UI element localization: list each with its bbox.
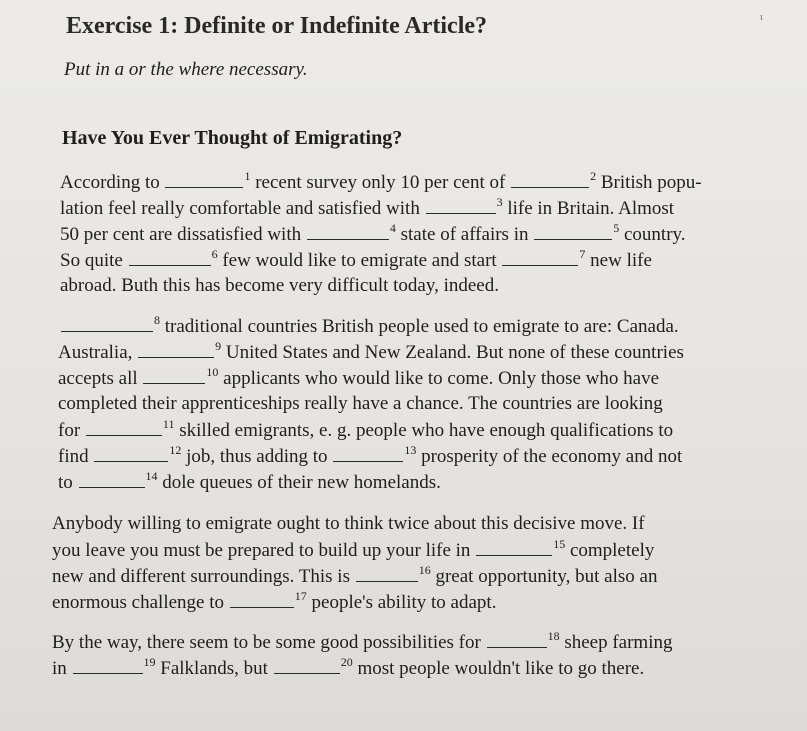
blank-13[interactable] [333,446,403,462]
blank-number: 19 [143,654,156,669]
blank-1[interactable] [165,172,243,188]
text-segment: completely [565,540,655,561]
text-line-12 [58,468,441,493]
text-line-10 [58,416,674,441]
text-line-2 [60,194,675,219]
corner-mark: ι [760,12,763,23]
text-segment: you leave you must be prepared to build up your life in [52,540,471,561]
text-segment: most people wouldn't like to go there. [352,658,645,679]
text-segment: Anybody willing to emigrate ought to think twice about this decisive move. If [52,513,645,534]
text-segment: prosperity of the economy and not [416,446,683,467]
blank-number: 3 [496,194,503,209]
text-line-4 [60,246,652,271]
text-line-14 [52,536,655,561]
blank-number: 15 [553,536,566,551]
text-segment: to [58,472,73,493]
text-segment: accepts all [58,368,138,389]
text-line-15 [52,562,658,587]
blank-12[interactable] [94,446,168,462]
text-segment: new life [585,250,652,271]
text-segment: for [58,420,81,441]
blank-20[interactable] [274,658,340,674]
blank-number: 20 [340,654,353,669]
text-segment: new and different surroundings. This is [52,566,350,587]
blank-18[interactable] [487,632,547,648]
blank-number: 18 [547,628,560,643]
text-segment: find [58,446,89,467]
text-segment: By the way, there seem to be some good possibilities for [52,632,481,653]
blank-3[interactable] [426,198,496,214]
blank-9[interactable] [138,342,214,358]
blank-number: 7 [579,246,586,261]
text-segment: job, thus adding to [181,446,328,467]
blank-number: 10 [206,364,219,379]
text-segment: So quite [60,250,123,271]
text-line-3 [60,220,686,245]
text-line-13 [52,514,645,533]
text-line-17 [52,628,673,653]
text-segment: traditional countries British people used to emigrate to are: Canada. [160,316,679,337]
text-segment: Falklands, but [155,658,268,679]
text-segment: British popu- [596,172,702,193]
blank-5[interactable] [534,224,612,240]
text-line-16 [52,588,497,613]
text-segment: Australia, [58,342,133,363]
text-segment: sheep farming [559,632,673,653]
blank-2[interactable] [511,172,589,188]
text-line-6 [60,312,679,337]
blank-number: 14 [145,468,158,483]
blank-number: 13 [404,442,417,457]
text-line-7 [58,338,684,363]
text-segment: people's ability to adapt. [306,592,497,613]
blank-7[interactable] [502,250,578,266]
blank-number: 16 [418,562,431,577]
text-segment: state of affairs in [395,224,529,245]
blank-8[interactable] [61,316,153,332]
text-segment: skilled emigrants, e. g. people who have enough qualifications to [174,420,674,441]
text-subtitle: Have You Ever Thought of Emigrating? [62,127,403,149]
blank-10[interactable] [143,368,205,384]
text-segment: According to [60,172,160,193]
text-segment: United States and New Zealand. But none of these countries [221,342,684,363]
blank-number: 11 [162,416,175,431]
text-segment: recent survey only 10 per cent of [250,172,506,193]
text-segment: completed their apprenticeships really have a chance. The countries are looking [58,393,663,414]
text-segment: dole queues of their new homelands. [157,472,441,493]
text-line-5 [60,276,499,295]
blank-11[interactable] [86,420,162,436]
blank-number: 5 [613,220,620,235]
blank-17[interactable] [230,592,294,608]
text-segment: great opportunity, but also an [430,566,658,587]
blank-number: 2 [590,168,597,183]
blank-number: 9 [215,338,222,353]
text-line-8 [58,364,660,389]
blank-6[interactable] [129,250,211,266]
blank-4[interactable] [307,224,389,240]
blank-number: 1 [244,168,251,183]
text-line-11 [58,442,683,467]
text-line-1 [60,168,702,193]
blank-number: 8 [154,312,160,327]
blank-19[interactable] [73,658,143,674]
blank-number: 4 [389,220,396,235]
text-segment: few would like to emigrate and start [217,250,497,271]
text-segment: applicants who would like to come. Only those who have [218,368,660,389]
blank-14[interactable] [79,472,145,488]
text-segment: in [52,658,67,679]
text-segment: abroad. Buth this has become very difficult today, indeed. [60,275,499,296]
blank-number: 12 [169,442,182,457]
exercise-instruction: Put in a or the where necessary. [64,59,308,80]
text-segment: lation feel really comfortable and satisfied with [60,198,420,219]
blank-number: 17 [294,588,307,603]
text-segment: 50 per cent are dissatisfied with [60,224,302,245]
blank-16[interactable] [356,566,418,582]
blank-15[interactable] [476,540,552,556]
text-line-18 [52,654,645,679]
text-segment: country. [619,224,686,245]
text-segment: enormous challenge to [52,592,225,613]
text-segment: life in Britain. Almost [502,198,675,219]
blank-number: 6 [211,246,218,261]
text-line-9 [58,394,663,413]
exercise-title: Exercise 1: Definite or Indefinite Article? [66,13,488,39]
